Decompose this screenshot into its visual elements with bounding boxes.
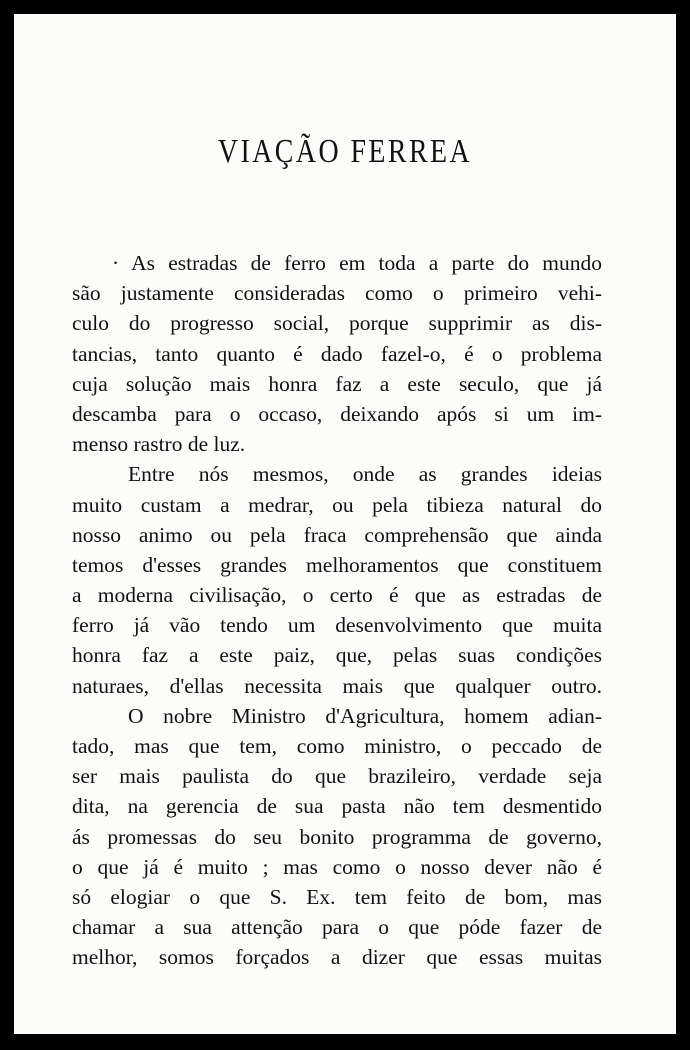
page-title: VIAÇÃO FERREA bbox=[217, 133, 473, 170]
text-line: O nobre Ministro d'Agricultura, homem adian- bbox=[128, 703, 602, 728]
text-line: culo do progresso social, porque supprimir as dis- bbox=[72, 311, 602, 336]
text-line: a moderna civilisação, o certo é que as estradas de bbox=[72, 583, 602, 608]
paragraph-2 bbox=[72, 459, 602, 701]
text-line: tado, mas que tem, como ministro, o peccado de bbox=[72, 734, 602, 758]
text-line: chamar a sua attenção para o que póde fazer de bbox=[72, 915, 602, 940]
text-line: ser mais paulista do que brazileiro, verdade seja bbox=[72, 764, 602, 789]
text-line: · As estradas de ferro em toda a parte do mundo bbox=[112, 251, 602, 275]
text-line: temos d'esses grandes melhoramentos que constituem bbox=[72, 552, 602, 577]
text-line: melhor, somos forçados a dizer que essas muitas bbox=[72, 945, 602, 970]
text-line: Entre nós mesmos, onde as grandes ideias bbox=[128, 462, 602, 487]
text-line: só elogiar o que S. Ex. tem feito de bom, mas bbox=[72, 884, 602, 909]
text-line: dita, na gerencia de sua pasta não tem desmentido bbox=[72, 794, 602, 819]
text-line: naturaes, d'ellas necessita mais que qualquer outro. bbox=[72, 673, 602, 698]
paragraph-1 bbox=[72, 248, 602, 459]
text-line: ferro já vão tendo um desenvolvimento que muita bbox=[72, 613, 602, 638]
text-line: menso rastro de luz. bbox=[72, 432, 246, 457]
text-line: o que já é muito ; mas como o nosso dever não é bbox=[72, 854, 602, 879]
document-page bbox=[14, 14, 676, 1034]
text-line: muito custam a medrar, ou pela tibieza natural do bbox=[72, 492, 602, 517]
text-line: honra faz a este paiz, que, pelas suas condições bbox=[72, 643, 602, 668]
text-line: cuja solução mais honra faz a este seculo, que já bbox=[72, 371, 602, 396]
text-line: tancias, tanto quanto é dado fazel-o, é o problema bbox=[72, 341, 602, 366]
paragraph-3 bbox=[72, 701, 602, 973]
text-line: ás promessas do seu bonito programma de governo, bbox=[72, 824, 602, 849]
text-line: descamba para o occaso, deixando após si um im- bbox=[72, 401, 602, 426]
body-text bbox=[72, 248, 602, 973]
text-line: são justamente consideradas como o primeiro vehi- bbox=[72, 281, 602, 306]
text-line: nosso animo ou pela fraca comprehensão que ainda bbox=[72, 522, 602, 547]
